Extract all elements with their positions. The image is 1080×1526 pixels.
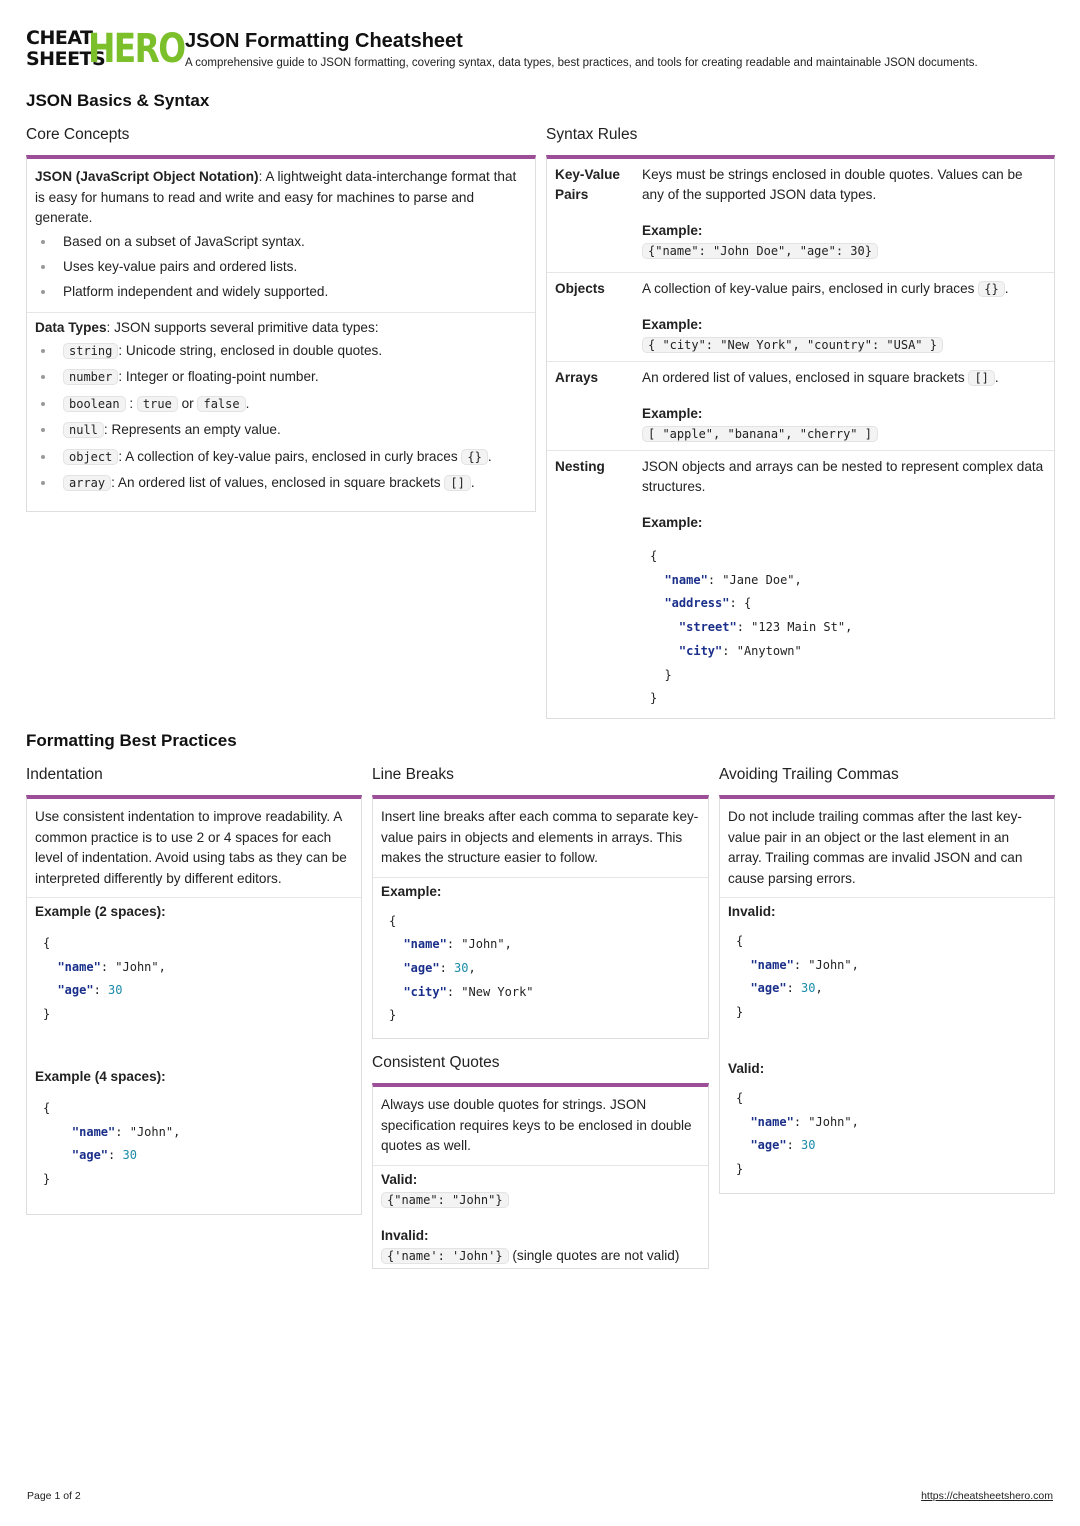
type-sep: : [129, 395, 134, 411]
example-label: Example (2 spaces): [35, 904, 166, 919]
syntax-text: A collection of key-value pairs, enclosed in curly braces [642, 281, 975, 296]
code-number: 30 [108, 983, 123, 998]
valid-label: Valid: [728, 1060, 765, 1076]
type-desc: : Unicode string, enclosed in double quotes. [118, 342, 383, 358]
inline-code: number [63, 369, 118, 385]
code-value: "John" [461, 937, 505, 952]
code-token: } [736, 1005, 744, 1020]
syntax-key: Objects [555, 281, 605, 296]
code-block-valid: { "name": "John", "age": 30 } [736, 1090, 859, 1176]
code-number: 30 [801, 1138, 816, 1153]
code-key: "age" [750, 1138, 787, 1153]
type-end: . [487, 448, 492, 464]
code-token: { [743, 596, 752, 611]
data-types-list [35, 340, 527, 495]
code-block-4-spaces: { "name": "John", "age": 30 } [43, 1100, 181, 1186]
card-consistent-quotes [372, 1083, 709, 1269]
list-item [35, 472, 527, 494]
syntax-text: Keys must be strings enclosed in double quotes. Values can be any of the supported JSON data types. [642, 167, 1023, 202]
syntax-value [642, 273, 1054, 361]
code-token: } [736, 1161, 744, 1176]
code-token: } [43, 1007, 51, 1022]
type-end: . [245, 395, 250, 411]
code-key: "age" [750, 981, 787, 996]
code-key: "address" [664, 596, 730, 611]
trailing-examples [720, 898, 1054, 1190]
type-end: . [470, 475, 475, 490]
syntax-key: Nesting [555, 459, 605, 474]
page-subtitle: A comprehensive guide to JSON formatting, covering syntax, data types, best practices, and tools for creating readable and maintainable JSON documents. [185, 57, 978, 69]
syntax-key: Key-Value Pairs [555, 167, 620, 202]
inline-code: { "city": "New York", "country": "USA" } [642, 337, 943, 353]
inline-code: {} [978, 281, 1004, 297]
valid-label: Valid: [381, 1171, 418, 1187]
core-intro-text: : A lightweight data-interchange format that is easy for humans to read and write and easy for machines to parse and generate. [35, 169, 517, 225]
code-key: "name" [664, 572, 708, 587]
line-breaks-example [373, 878, 708, 1037]
code-block-line-breaks: { "name": "John", "age": 30, "city": "New York" } [389, 913, 534, 1023]
inline-code: object [63, 449, 118, 465]
inline-code: {"name": "John"} [381, 1192, 509, 1208]
list-item: Based on a subset of JavaScript syntax. [35, 231, 527, 252]
code-block-invalid: { "name": "John", "age": 30, } [736, 934, 859, 1020]
card-heading-syntax-rules: Syntax Rules [546, 126, 638, 143]
syntax-end: . [994, 370, 999, 385]
code-token: { [736, 934, 744, 948]
code-value: "Anytown" [736, 643, 802, 658]
code-number: 30 [122, 1148, 137, 1163]
list-item [35, 366, 527, 388]
logo-hero: HERO [88, 26, 185, 72]
quotes-text: Always use double quotes for strings. JSON specification requires keys to be enclosed in double quotes as well. [373, 1087, 708, 1166]
inline-code: [] [444, 475, 470, 491]
code-number: 30 [801, 981, 816, 996]
code-token: } [664, 667, 672, 682]
code-key: "name" [750, 957, 794, 972]
indentation-text: Use consistent indentation to improve readability. A common practice is to use 2 or 4 spaces for each level of indentation. Avoid using tabs as they can be interpreted differently by different editors. [27, 799, 361, 898]
code-value: "John" [129, 1124, 174, 1139]
logo [26, 26, 185, 72]
code-key: "age" [403, 960, 440, 975]
footer-link[interactable]: https://cheatsheetshero.com [921, 1490, 1053, 1502]
core-data-types [27, 313, 535, 507]
table-row [547, 159, 1054, 273]
code-value: "John" [808, 1114, 852, 1129]
code-key: "street" [678, 620, 737, 635]
code-token: { [389, 913, 397, 928]
card-heading-trailing-commas: Avoiding Trailing Commas [719, 766, 899, 783]
inline-code: null [63, 422, 104, 438]
core-bullets [35, 231, 527, 302]
card-trailing-commas [719, 795, 1055, 1194]
syntax-text: An ordered list of values, enclosed in square brackets [642, 370, 965, 385]
card-syntax-rules [546, 155, 1055, 719]
syntax-end: . [1004, 281, 1009, 296]
inline-code: string [63, 343, 118, 359]
code-token: { [43, 1100, 51, 1115]
section-heading-basics: JSON Basics & Syntax [26, 91, 210, 110]
data-types-text: : JSON supports several primitive data types: [106, 319, 379, 335]
inline-code: {'name': 'John'} [381, 1248, 509, 1264]
card-indentation [26, 795, 362, 1215]
code-block-nesting: { "name": "Jane Doe", "address": { "street": "123 Main St", "city": "Anytown" } } [650, 549, 853, 706]
example-label: Example: [381, 883, 442, 899]
code-key: "name" [750, 1114, 794, 1129]
indentation-examples [27, 898, 361, 1200]
logo-cheat: CHEAT [26, 27, 93, 49]
card-heading-indentation: Indentation [26, 766, 103, 783]
page-number: Page 1 of 2 [27, 1490, 81, 1502]
card-heading-line-breaks: Line Breaks [372, 766, 454, 783]
code-block-2-spaces: { "name": "John", "age": 30 } [43, 936, 166, 1022]
data-types-term: Data Types [35, 319, 107, 335]
core-intro-term: JSON (JavaScript Object Notation) [35, 169, 259, 184]
example-label: Example: [642, 223, 703, 238]
card-core-concepts [26, 155, 536, 512]
code-token: } [389, 1008, 397, 1023]
syntax-value [642, 362, 1054, 450]
card-line-breaks [372, 795, 709, 1039]
invalid-label: Invalid: [381, 1227, 429, 1243]
syntax-key: Arrays [555, 370, 599, 385]
example-label: Example (4 spaces): [35, 1068, 166, 1084]
code-token: { [43, 936, 51, 950]
type-desc: : An ordered list of values, enclosed in square brackets [111, 475, 441, 490]
invalid-label: Invalid: [728, 904, 776, 919]
list-item: Uses key-value pairs and ordered lists. [35, 256, 527, 277]
inline-code: array [63, 475, 111, 491]
code-value: "Jane Doe" [722, 572, 795, 587]
code-token: { [736, 1090, 744, 1105]
list-item [35, 393, 527, 415]
code-value: "John" [115, 959, 159, 974]
list-item [35, 446, 527, 468]
table-row [547, 273, 1054, 362]
code-key: "age" [71, 1148, 109, 1163]
code-key: "city" [403, 984, 447, 999]
page-title: JSON Formatting Cheatsheet [185, 30, 463, 52]
code-value: "New York" [461, 984, 534, 999]
line-breaks-text: Insert line breaks after each comma to separate key-value pairs in objects and elements in arrays. This makes the structure easier to follow. [373, 799, 708, 878]
code-key: "city" [678, 643, 723, 658]
trailing-text: Do not include trailing commas after the last key-value pair in an object or the last element in an array. Trailing commas are invalid JSON and can cause parsing errors. [720, 799, 1054, 898]
invalid-note: (single quotes are not valid) [512, 1247, 680, 1263]
quotes-examples [373, 1166, 708, 1274]
inline-code: false [197, 396, 245, 412]
example-label: Example: [642, 515, 703, 530]
code-number: 30 [454, 960, 469, 975]
type-desc: : A collection of key-value pairs, enclosed in curly braces [118, 448, 458, 464]
type-desc: : Represents an empty value. [103, 422, 281, 437]
example-label: Example: [642, 406, 703, 421]
core-intro [27, 159, 535, 313]
logo-sheets: SHEETS [26, 48, 106, 70]
code-token: } [43, 1171, 51, 1186]
card-heading-consistent-quotes: Consistent Quotes [372, 1054, 500, 1071]
code-key: "name" [403, 937, 447, 952]
inline-code: [ "apple", "banana", "cherry" ] [642, 426, 878, 442]
inline-code: {"name": "John Doe", "age": 30} [642, 243, 878, 259]
code-value: "123 Main St" [751, 620, 846, 635]
syntax-value [642, 159, 1054, 272]
inline-code: boolean [63, 396, 126, 412]
code-key: "name" [71, 1124, 116, 1139]
type-desc: : Integer or floating-point number. [118, 369, 319, 384]
code-token: { [650, 549, 658, 563]
table-row [547, 451, 1054, 719]
type-sep: or [181, 395, 194, 411]
inline-code: {} [461, 449, 487, 465]
syntax-value [642, 451, 1054, 719]
code-key: "age" [57, 983, 94, 998]
inline-code: true [137, 396, 178, 412]
section-heading-best-practices: Formatting Best Practices [26, 731, 237, 750]
example-label: Example: [642, 317, 703, 332]
code-value: "John" [808, 957, 852, 972]
code-token: } [650, 691, 658, 706]
list-item [35, 419, 527, 441]
inline-code: [] [968, 370, 994, 386]
syntax-text: JSON objects and arrays can be nested to represent complex data structures. [642, 459, 1044, 494]
table-row [547, 362, 1054, 451]
card-heading-core-concepts: Core Concepts [26, 126, 130, 143]
code-key: "name" [57, 959, 101, 974]
list-item: Platform independent and widely supported. [35, 281, 527, 302]
list-item [35, 340, 527, 362]
